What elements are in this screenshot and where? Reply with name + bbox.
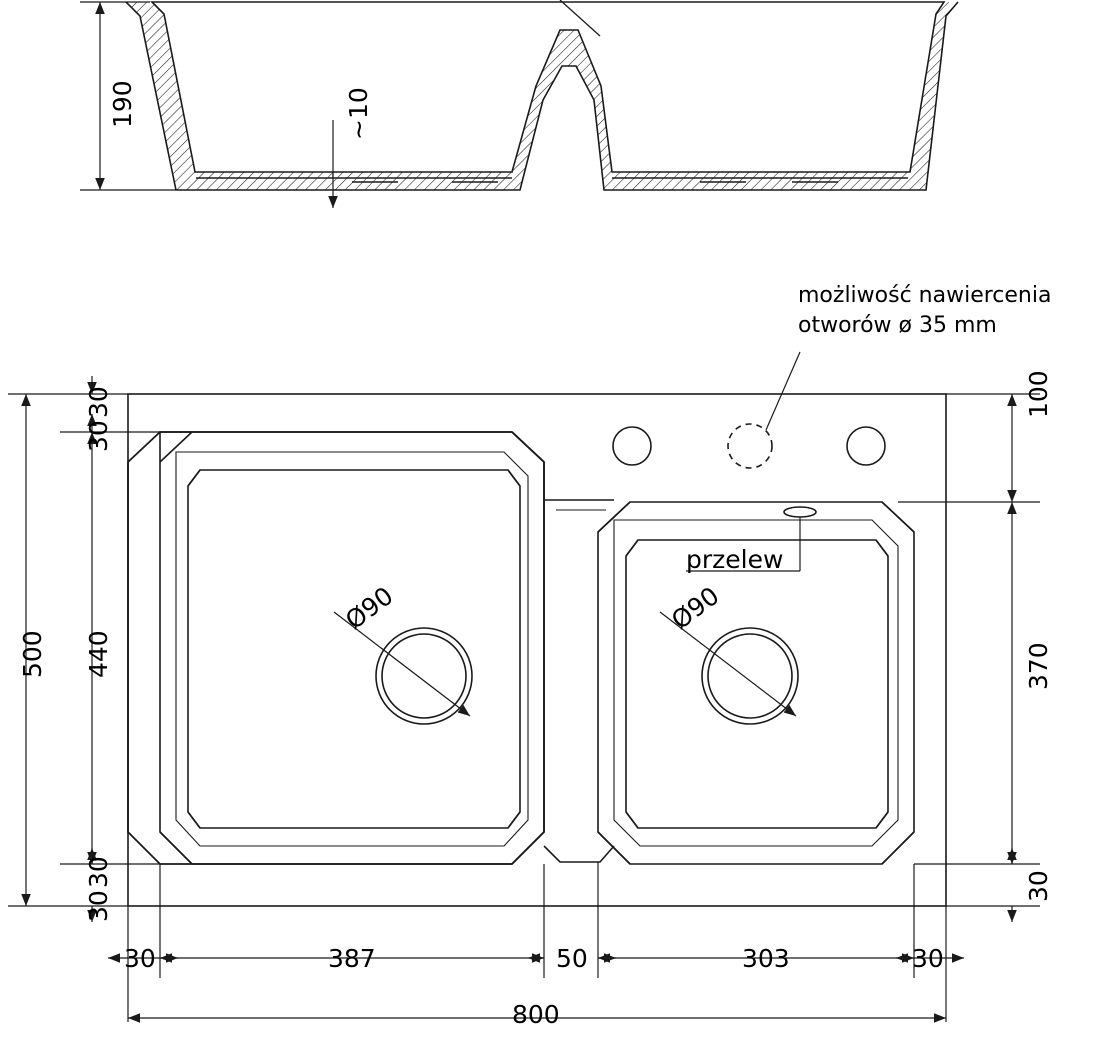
label-right-top-100: 100	[1024, 370, 1053, 418]
label-right-bottom-30: 30	[1024, 870, 1053, 902]
label-overflow: przelew	[686, 545, 784, 574]
label-left-offset-bottom: 30	[84, 856, 113, 888]
label-bowl-left-387: 387	[328, 944, 376, 973]
label-drain-left: Ø90	[340, 581, 399, 636]
note-drill-line2: otworów ø 35 mm	[798, 313, 997, 338]
label-right-inner-370: 370	[1024, 642, 1053, 690]
label-inner-height-440: 440	[84, 630, 113, 678]
note-drill-line1: możliwość nawiercenia	[798, 283, 1052, 308]
label-total-height-500: 500	[18, 630, 47, 678]
label-divider-50: 50	[556, 944, 588, 973]
top-view-geometry	[128, 352, 946, 906]
label-left-offset-top: 30	[84, 386, 113, 418]
label-wall-thickness: ~10	[344, 87, 373, 140]
label-bowl-right-303: 303	[742, 944, 790, 973]
label-left-offset-top-2: 30	[84, 420, 113, 452]
section-view-geometry	[125, 0, 958, 190]
label-bottom-right-margin: 30	[912, 944, 944, 973]
label-depth-190: 190	[108, 80, 137, 128]
right-dimensions	[898, 394, 1040, 922]
label-bottom-left-margin: 30	[124, 944, 156, 973]
label-drain-right: Ø90	[666, 581, 725, 636]
bottom-dimensions	[108, 862, 964, 1022]
label-left-offset-bottom-2: 30	[84, 890, 113, 922]
label-total-width-800: 800	[512, 1000, 560, 1029]
